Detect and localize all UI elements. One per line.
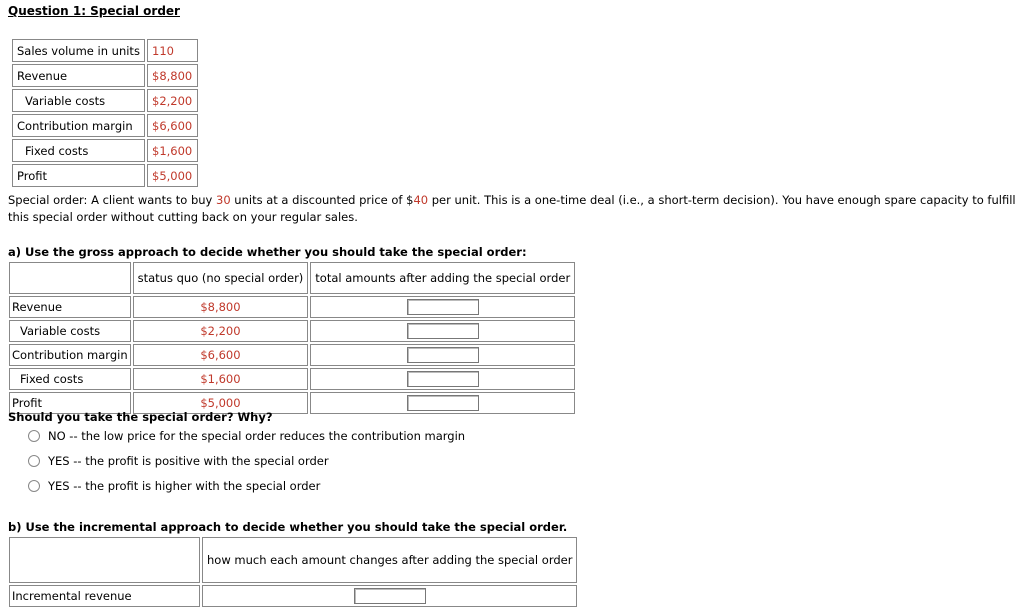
table-row (9, 585, 577, 607)
option-label: YES -- the profit is positive with the special order (48, 454, 329, 468)
radio-button[interactable] (28, 430, 40, 442)
row-value: $2,200 (147, 89, 198, 112)
row-label: Contribution margin (9, 344, 131, 366)
table-row (12, 164, 198, 187)
col-header-status-quo: status quo (no special order) (133, 262, 309, 294)
table-row (9, 320, 575, 342)
row-value: $1,600 (147, 139, 198, 162)
special-order-description: Special order: A client wants to buy 30 units at a discounted price of $40 per unit. This is a one-time deal (i.e., a short-term decision). You have enough spare capacity to fulfill this special order without cutting back on your regular sales. (8, 193, 1016, 224)
total-fixed-costs-input[interactable] (407, 371, 479, 387)
incremental-revenue-input[interactable] (354, 588, 426, 604)
incremental-approach-table (7, 535, 579, 609)
option-label: NO -- the low price for the special order reduces the contribution margin (48, 429, 466, 443)
table-row (12, 139, 198, 162)
option-no-reduces-margin[interactable] (28, 428, 465, 444)
table-row (12, 89, 198, 112)
status-quo-value: $5,000 (133, 392, 309, 414)
row-value: $6,600 (147, 114, 198, 137)
total-revenue-input[interactable] (407, 299, 479, 315)
question-title: Question 1: Special order (8, 4, 180, 18)
option-label: YES -- the profit is higher with the special order (48, 479, 321, 493)
status-quo-value: $2,200 (133, 320, 309, 342)
row-label: Profit (12, 164, 145, 187)
total-contribution-margin-input[interactable] (407, 347, 479, 363)
section-a-heading: a) Use the gross approach to decide whether you should take the special order: (8, 245, 527, 259)
row-value: $5,000 (147, 164, 198, 187)
option-yes-profit-higher[interactable] (28, 478, 320, 494)
section-b-heading: b) Use the incremental approach to decide whether you should take the special order. (8, 520, 568, 534)
row-label: Fixed costs (9, 368, 131, 390)
row-label: Contribution margin (12, 114, 145, 137)
option-yes-profit-positive[interactable] (28, 453, 329, 469)
table-row (12, 114, 198, 137)
table-row (9, 344, 575, 366)
row-label: Fixed costs (12, 139, 145, 162)
row-value: $8,800 (147, 64, 198, 87)
empty-header-cell (9, 537, 200, 583)
row-value: 110 (147, 39, 198, 62)
status-quo-value: $1,600 (133, 368, 309, 390)
row-label: Variable costs (9, 320, 131, 342)
radio-button[interactable] (28, 480, 40, 492)
header-row (9, 537, 577, 583)
price-value: 40 (413, 193, 429, 207)
row-label: Revenue (12, 64, 145, 87)
col-header-change: how much each amount changes after adding the special order (202, 537, 577, 583)
status-quo-value: $8,800 (133, 296, 309, 318)
total-variable-costs-input[interactable] (407, 323, 479, 339)
status-quo-value: $6,600 (133, 344, 309, 366)
col-header-total: total amounts after adding the special order (310, 262, 575, 294)
radio-button[interactable] (28, 455, 40, 467)
row-label: Incremental revenue (9, 585, 200, 607)
should-take-question: Should you take the special order? Why? (8, 410, 273, 424)
row-label: Profit (9, 392, 131, 414)
table-row (12, 39, 198, 62)
row-label: Variable costs (12, 89, 145, 112)
table-row (12, 64, 198, 87)
row-label: Sales volume in units (12, 39, 145, 62)
base-data-table (10, 37, 200, 189)
table-row (9, 368, 575, 390)
empty-header-cell (9, 262, 131, 294)
table-row (9, 296, 575, 318)
header-row (9, 262, 575, 294)
row-label: Revenue (9, 296, 131, 318)
total-profit-input[interactable] (407, 395, 479, 411)
units-value: 30 (216, 193, 231, 207)
gross-approach-table (7, 260, 577, 416)
